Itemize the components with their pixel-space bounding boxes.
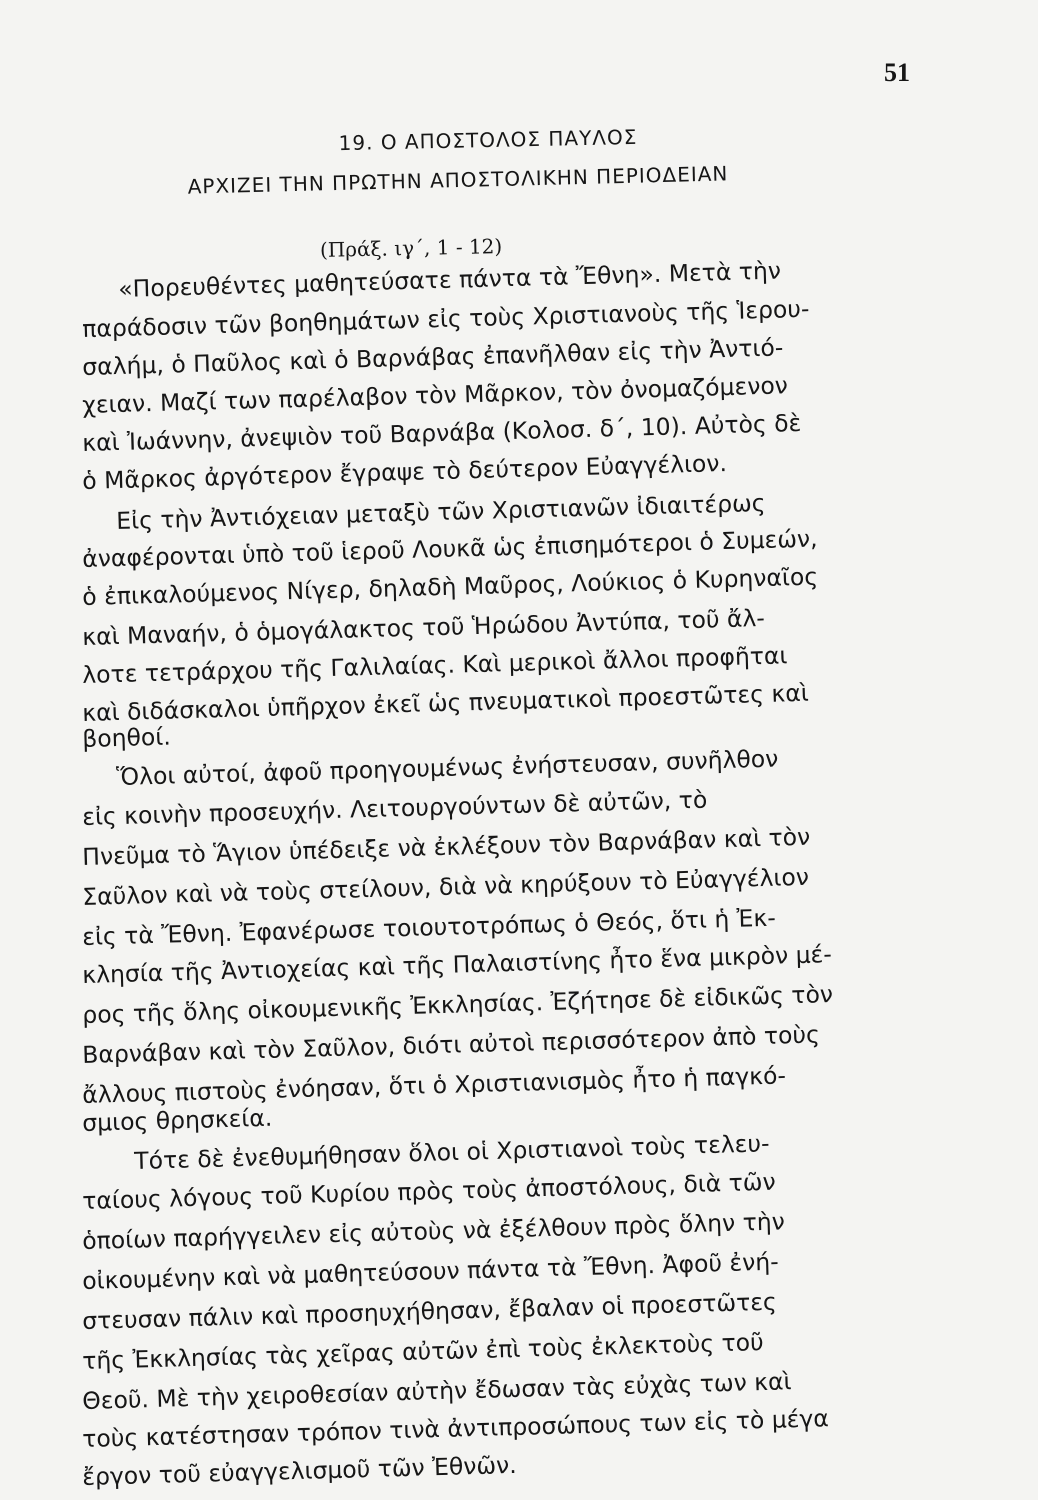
- body-line: τῆς Ἐκκλησίας τὰς χεῖρας αὐτῶν ἐπὶ τοὺς ἐκλεκτοὺς τοῦ: [81, 1327, 765, 1375]
- body-line: Ὅλοι αὐτοί, ἀφοῦ προηγουμένως ἐνήστευσαν, συνῆλθον: [115, 744, 779, 791]
- body-line: ἄλλους πιστοὺς ἐνόησαν, ὅτι ὁ Χριστιανισμὸς ἦτο ἡ παγκό-: [81, 1061, 787, 1109]
- body-line: χειαν. Μαζί των παρέλαβον τὸν Μᾶρκον, τὸν ὀνομαζόμενον: [81, 371, 789, 419]
- chapter-title-line-1: 19. Ο ΑΠΟΣΤΟΛΟΣ ΠΑΥΛΟΣ: [338, 124, 638, 156]
- body-line: Σαῦλον καὶ νὰ τοὺς στείλουν, διὰ νὰ κηρύξουν τὸ Εὐαγγέλιον: [81, 862, 810, 911]
- body-line: στευσαν πάλιν καὶ προσηυχήθησαν, ἔβαλαν οἱ προεστῶτες: [81, 1287, 778, 1335]
- body-line: λοτε τετράρχου τῆς Γαλιλαίας. Καὶ μερικοὶ ἄλλοι προφῆται: [81, 641, 788, 689]
- body-line: Πνεῦμα τὸ Ἅγιον ὑπέδειξε νὰ ἐκλέξουν τὸν Βαρνάβαν καὶ τὸν: [81, 822, 811, 871]
- body-line: καὶ Μαναήν, ὁ ὁμογάλακτος τοῦ Ἡρώδου Ἀντύπα, τοῦ ἄλ-: [81, 603, 766, 651]
- body-line: βοηθοί.: [81, 722, 172, 753]
- body-line: εἰς τὰ Ἔθνη. Ἐφανέρωσε τοιουτοτρόπως ὁ Θεός, ὅτι ἡ Ἐκ-: [81, 903, 777, 951]
- body-line: οἰκουμένην καὶ νὰ μαθητεύσουν πάντα τὰ Ἔθνη. Ἀφοῦ ἐνή-: [81, 1247, 780, 1295]
- body-line: ὁ ἐπικαλούμενος Νίγερ, δηλαδὴ Μαῦρος, Λούκιος ὁ Κυρηναῖος: [81, 562, 819, 611]
- body-line: Τότε δὲ ἐνεθυμήθησαν ὅλοι οἱ Χριστιανοὶ τοὺς τελευ-: [133, 1129, 770, 1175]
- scripture-reference: (Πράξ. ιγ΄, 1 - 12): [319, 234, 503, 262]
- body-line: κλησία τῆς Ἀντιοχείας καὶ τῆς Παλαιστίνης ἦτο ἕνα μικρὸν μέ-: [81, 940, 833, 989]
- body-line: «Πορευθέντες μαθητεύσατε πάντα τὰ Ἔθνη». Μετὰ τὴν: [117, 256, 782, 303]
- body-line: ρος τῆς ὅλης οἰκουμενικῆς Ἐκκλησίας. Ἐζήτησε δὲ εἰδικῶς τὸν: [81, 980, 834, 1029]
- body-line: ἔργον τοῦ εὐαγγελισμοῦ τῶν Ἐθνῶν.: [81, 1450, 517, 1491]
- body-line: καὶ διδάσκαλοι ὑπῆρχον ἐκεῖ ὡς πνευματικοὶ προεστῶτες καὶ: [81, 678, 810, 727]
- body-line: ὁποίων παρήγγειλεν εἰς αὐτοὺς νὰ ἐξέλθουν πρὸς ὅλην τὴν: [81, 1207, 786, 1255]
- body-line: ἀναφέρονται ὑπὸ τοῦ ἱεροῦ Λουκᾶ ὡς ἐπισημότεροι ὁ Συμεών,: [81, 524, 818, 573]
- body-line: Βαρνάβαν καὶ τὸν Σαῦλον, διότι αὐτοὶ περισσότερον ἀπὸ τοὺς: [81, 1020, 821, 1069]
- body-line: ταίους λόγους τοῦ Κυρίου πρὸς τοὺς ἀποστόλους, διὰ τῶν: [81, 1167, 776, 1215]
- body-line: εἰς κοινὴν προσευχήν. Λειτουργούντων δὲ αὐτῶν, τὸ: [81, 785, 708, 831]
- body-line: Εἰς τὴν Ἀντιόχειαν μεταξὺ τῶν Χριστιανῶν ἰδιαιτέρως: [115, 488, 766, 535]
- body-line: καὶ Ἰωάννην, ἀνεψιὸν τοῦ Βαρνάβα (Κολοσ. δ΄, 10). Αὐτὸς δὲ: [81, 408, 802, 457]
- body-line: σαλήμ, ὁ Παῦλος καὶ ὁ Βαρνάβας ἐπανῆλθαν εἰς τὴν Ἀντιό-: [81, 333, 784, 381]
- page-number: 51: [884, 58, 910, 87]
- body-line: παράδοσιν τῶν βοηθημάτων εἰς τοὺς Χριστιανοὺς τῆς Ἱερου-: [81, 294, 810, 343]
- chapter-title-line-2: ΑΡΧΙΖΕΙ ΤΗΝ ΠΡΩΤΗΝ ΑΠΟΣΤΟΛΙΚΗΝ ΠΕΡΙΟΔΕΙΑΝ: [187, 161, 729, 199]
- body-line: τοὺς κατέστησαν τρόπον τινὰ ἀντιπροσώπους των εἰς τὸ μέγα: [81, 1404, 830, 1453]
- body-line: ὁ Μᾶρκος ἀργότερον ἔγραψε τὸ δεύτερον Εὐαγγέλιον.: [81, 448, 728, 495]
- body-line: σμιος θρησκεία.: [81, 1103, 273, 1137]
- body-line: Θεοῦ. Μὲ τὴν χειροθεσίαν αὐτὴν ἔδωσαν τὰς εὐχὰς των καὶ: [81, 1367, 792, 1415]
